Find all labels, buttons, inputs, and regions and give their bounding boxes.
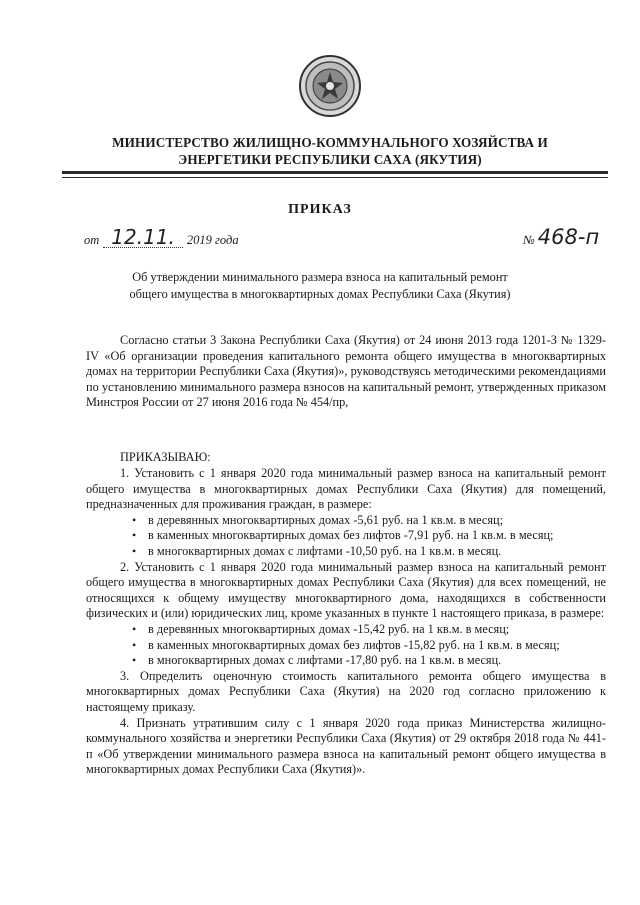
point-1: 1. Установить с 1 января 2020 года минимальный размер взноса на капитальный ремонт общего имущества в многоквартирных домах Республики Саха (Якутия) для помещений, предназначенных для проживания граждан, в размере: xyxy=(86,466,606,512)
subject-line-2: общего имущества в многоквартирных домах Республики Саха (Якутия) xyxy=(129,287,511,301)
header-rule-thin xyxy=(62,177,608,178)
order-title: ПРИКАЗ xyxy=(288,202,352,217)
order-date xyxy=(84,227,239,248)
number-prefix: № xyxy=(523,233,535,247)
rate-item: • в деревянных многоквартирных домах -5,61 руб. на 1 кв.м. в месяц; xyxy=(86,513,606,529)
rate-item: • в многоквартирных домах с лифтами -17,80 руб. на 1 кв.м. в месяц. xyxy=(86,653,606,669)
rate-item: • в многоквартирных домах с лифтами -10,50 руб. на 1 кв.м. в месяц. xyxy=(86,544,606,560)
rate-item: • в каменных многоквартирных домах без лифтов -7,91 руб. на 1 кв.м. в месяц; xyxy=(86,528,606,544)
ministry-line-2: ЭНЕРГЕТИКИ РЕСПУБЛИКИ САХА (ЯКУТИЯ) xyxy=(178,152,482,167)
emblem-icon xyxy=(298,54,362,118)
order-subject xyxy=(120,269,520,303)
rates-list-1 xyxy=(86,513,606,560)
rate-item: • в деревянных многоквартирных домах -15,42 руб. на 1 кв.м. в месяц; xyxy=(86,622,606,638)
rate-item: • в каменных многоквартирных домах без лифтов -15,82 руб. на 1 кв.м. в месяц; xyxy=(86,638,606,654)
point-4: 4. Признать утратившим силу с 1 января 2020 года приказ Министерства жилищно-коммунального хозяйства и энергетики Республики Саха (Якутия) от 29 октября 2018 года № 441-п «Об утверждении минимального размера взноса на капитальный ремонт общего имущества в многоквартирных домах Республики Саха (Якутия)». xyxy=(86,715,606,777)
ministry-name xyxy=(60,134,600,168)
ministry-line-1: МИНИСТЕРСТВО ЖИЛИЩНО-КОММУНАЛЬНОГО ХОЗЯЙСТВА И xyxy=(112,135,548,150)
order-number xyxy=(523,225,599,249)
order-points xyxy=(86,466,606,778)
command-word: ПРИКАЗЫВАЮ: xyxy=(120,450,211,464)
date-suffix: 2019 года xyxy=(186,233,239,247)
point-2: 2. Установить с 1 января 2020 года минимальный размер взноса на капитальный ремонт общего имущества в многоквартирных домах Республики Саха (Якутия) для всех помещений, не относящихся к общему имуществу многоквартирного дома, находящихся в собственности физических и (или) юридических лиц, кроме указанных в пункте 1 настоящего приказа, в размере: xyxy=(86,559,606,621)
rates-list-2 xyxy=(86,622,606,669)
subject-line-1: Об утверждении минимального размера взноса на капитальный ремонт xyxy=(132,270,508,284)
date-handwritten: 12.11. xyxy=(103,227,183,248)
point-3: 3. Определить оценочную стоимость капитального ремонта общего имущества в многоквартирных домах Республики Саха (Якутия) на 2020 год согласно приложению к настоящему приказу. xyxy=(86,668,606,714)
header-rule-thick xyxy=(62,171,608,174)
date-prefix: от xyxy=(84,233,100,247)
number-handwritten: 468-п xyxy=(537,225,600,249)
preamble-paragraph: Согласно статьи 3 Закона Республики Саха (Якутия) от 24 июня 2013 года 1201-З № 1329-IV «Об организации проведения капитального ремонта общего имущества в многоквартирных домах на территории Республики Саха (Якутия)», руководствуясь методическими рекомендациями по установлению минимального размера взносов на капитальный ремонт, утвержденных приказом Минстроя России от 27 июня 2016 года № 454/пр, xyxy=(86,333,606,410)
